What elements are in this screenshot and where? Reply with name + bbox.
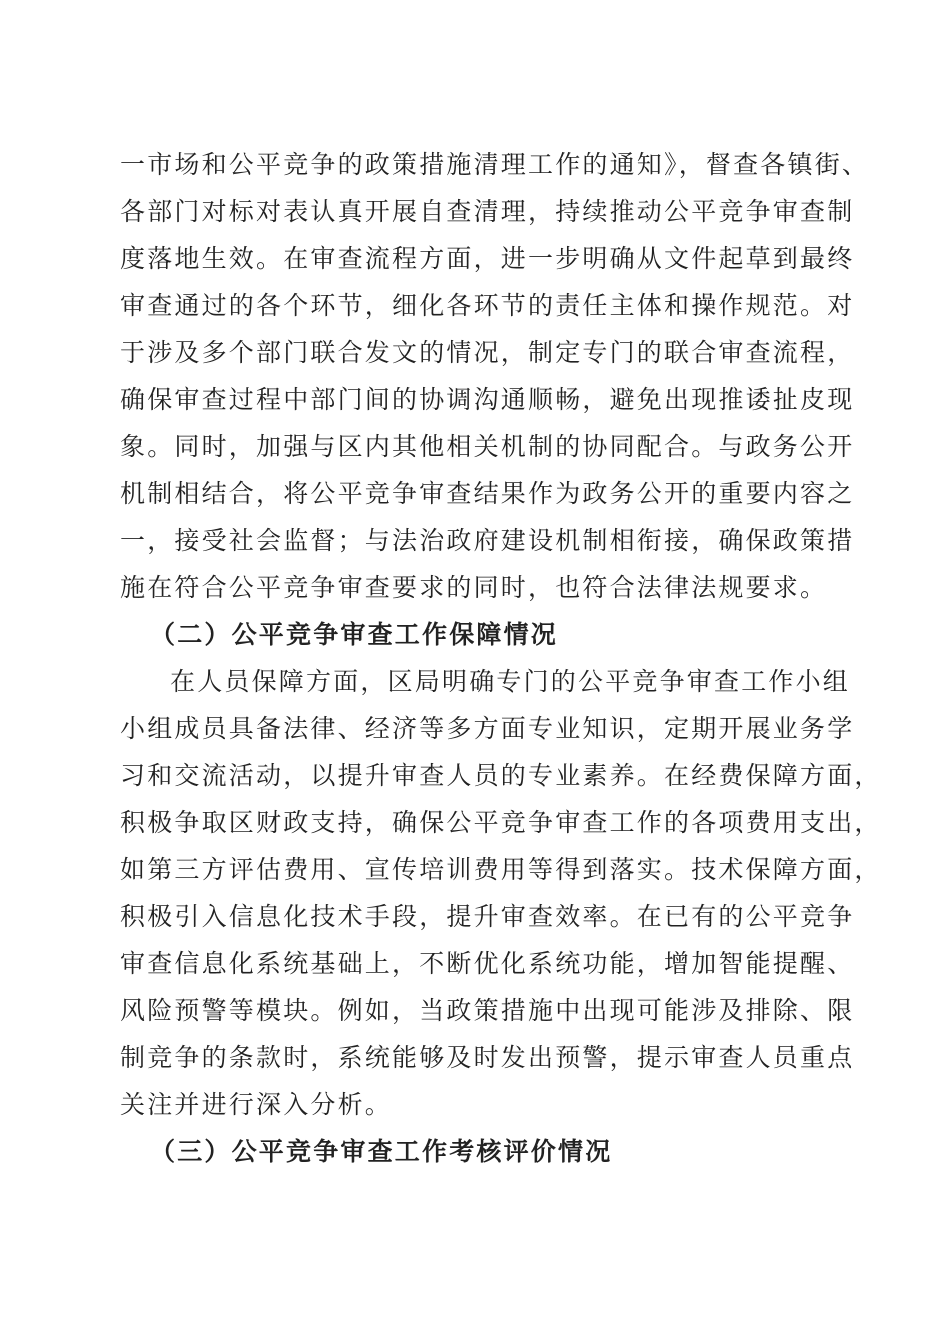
- paragraph-line: 制竞争的条款时，系统能够及时发出预警，提示审查人员重点: [120, 1043, 855, 1072]
- paragraph-line: 施在符合公平竞争审查要求的同时，也符合法律法规要求。: [120, 573, 828, 602]
- paragraph-line: 象。同时，加强与区内其他相关机制的协同配合。与政务公开: [120, 432, 855, 461]
- paragraph-line: 审查信息化系统基础上，不断优化系统功能，增加智能提醒、: [120, 949, 855, 978]
- paragraph-line: 确保审查过程中部门间的协调沟通顺畅，避免出现推诿扯皮现: [120, 385, 855, 414]
- paragraph-line: 机制相结合，将公平竞争审查结果作为政务公开的重要内容之: [120, 479, 855, 508]
- paragraph-line: 积极争取区财政支持，确保公平竞争审查工作的各项费用支出，: [120, 808, 882, 837]
- paragraph-line: 积极引入信息化技术手段，提升审查效率。在已有的公平竞争: [120, 902, 855, 931]
- paragraph-line: 小组成员具备法律、经济等多方面专业知识，定期开展业务学: [120, 714, 855, 743]
- paragraph-line: 一，接受社会监督；与法治政府建设机制相衔接，确保政策措: [120, 526, 855, 555]
- paragraph-line: 关注并进行深入分析。: [120, 1090, 393, 1119]
- paragraph-line: 一市场和公平竞争的政策措施清理工作的通知》，督查各镇街、: [120, 150, 870, 179]
- paragraph-line: 各部门对标对表认真开展自查清理，持续推动公平竞争审查制: [120, 197, 855, 226]
- paragraph-line: 于涉及多个部门联合发文的情况，制定专门的联合审查流程，: [120, 338, 855, 367]
- section-heading: （二）公平竞争审查工作保障情况: [150, 620, 559, 649]
- paragraph-line: 在人员保障方面，区局明确专门的公平竞争审查工作小组: [170, 667, 851, 696]
- paragraph-line: 风险预警等模块。例如，当政策措施中出现可能涉及排除、限: [120, 996, 855, 1025]
- paragraph-line: 审查通过的各个环节，细化各环节的责任主体和操作规范。对: [120, 291, 855, 320]
- paragraph-line: 度落地生效。在审查流程方面，进一步明确从文件起草到最终: [120, 244, 855, 273]
- section-heading: （三）公平竞争审查工作考核评价情况: [150, 1137, 613, 1166]
- paragraph-line: 如第三方评估费用、宣传培训费用等得到落实。技术保障方面，: [120, 855, 882, 884]
- paragraph-line: 习和交流活动，以提升审查人员的专业素养。在经费保障方面，: [120, 761, 882, 790]
